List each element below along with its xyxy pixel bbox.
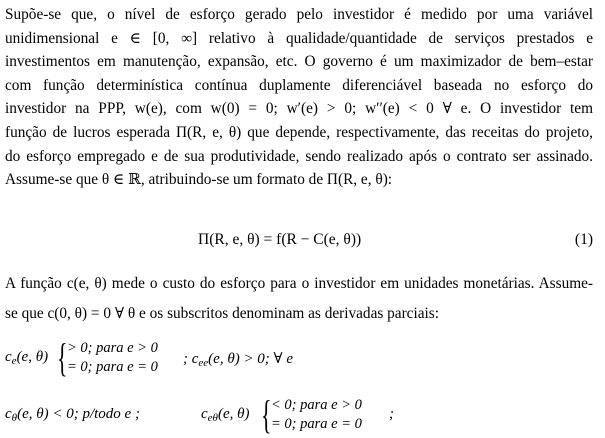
text-line: Supõe-se que, o nível de esforço gerado pelo investidor é medido por uma variável — [5, 6, 593, 23]
text-line: investidor na PPP, w(e), com w(0) = 0; w′(e) > 0; w′′(e) < 0 ∀ e. O investidor tem — [5, 100, 593, 118]
text-line: do esforço empregado e de sua produtividade, sendo realizado após o contrato ser assinado. — [5, 147, 593, 165]
paragraph-cost-function — [5, 272, 593, 325]
c-etheta-symbol: $c_{e\theta}(e$, θ) — [201, 406, 250, 424]
text-line: função de lucros esperada Π(R, e, θ) que depende, respectivamente, das receitas do projeto, — [5, 123, 593, 141]
equation-1 — [0, 231, 605, 255]
text-line: investimentos em manutenção, expansão, etc. O governo é um maximizador de bem–estar — [5, 53, 593, 71]
left-brace: { — [261, 392, 272, 437]
c-ee-condition: ; $c_{ee}(e$, θ) > 0; ∀ e — [183, 351, 294, 369]
case-line: = 0; para e = 0 — [271, 416, 362, 432]
c-e-symbol: $c_e(e$, θ) — [5, 349, 49, 367]
condition-c-e — [5, 335, 595, 381]
paragraph-effort-definition — [5, 3, 593, 192]
equation-number: (1) — [574, 231, 593, 248]
case-line: < 0; para e > 0 — [271, 397, 362, 413]
case-line: = 0; para e = 0 — [67, 359, 158, 375]
equation-body: Π(R, e, θ) = f(R − C(e, θ)) — [198, 231, 362, 248]
text-line: A função c(e, θ) mede o custo do esforço para o investidor em unidades monetárias. Assume- — [5, 275, 593, 292]
text-line: com função determinística contínua duplamente diferenciável baseada no esforço do — [5, 76, 593, 94]
text-line: unidimensional e ∈ [0, ∞] relativo à qualidade/quantidade de serviços prestados e — [5, 29, 593, 47]
left-brace: { — [57, 335, 68, 380]
c-etheta-tail: ; — [389, 406, 394, 422]
case-line: > 0; para e > 0 — [67, 340, 158, 356]
text-line: se que c(0, θ) = 0 ∀ θ e os subscritos denominam as derivadas parciais: — [5, 304, 439, 322]
condition-c-theta — [5, 392, 600, 438]
c-theta-condition: $c_\theta(e$, θ) < 0; p/todo e ; — [5, 406, 140, 424]
text-line: Assume-se que θ ∈ ℝ, atribuindo-se um formato de Π(R, e, θ): — [5, 171, 393, 189]
